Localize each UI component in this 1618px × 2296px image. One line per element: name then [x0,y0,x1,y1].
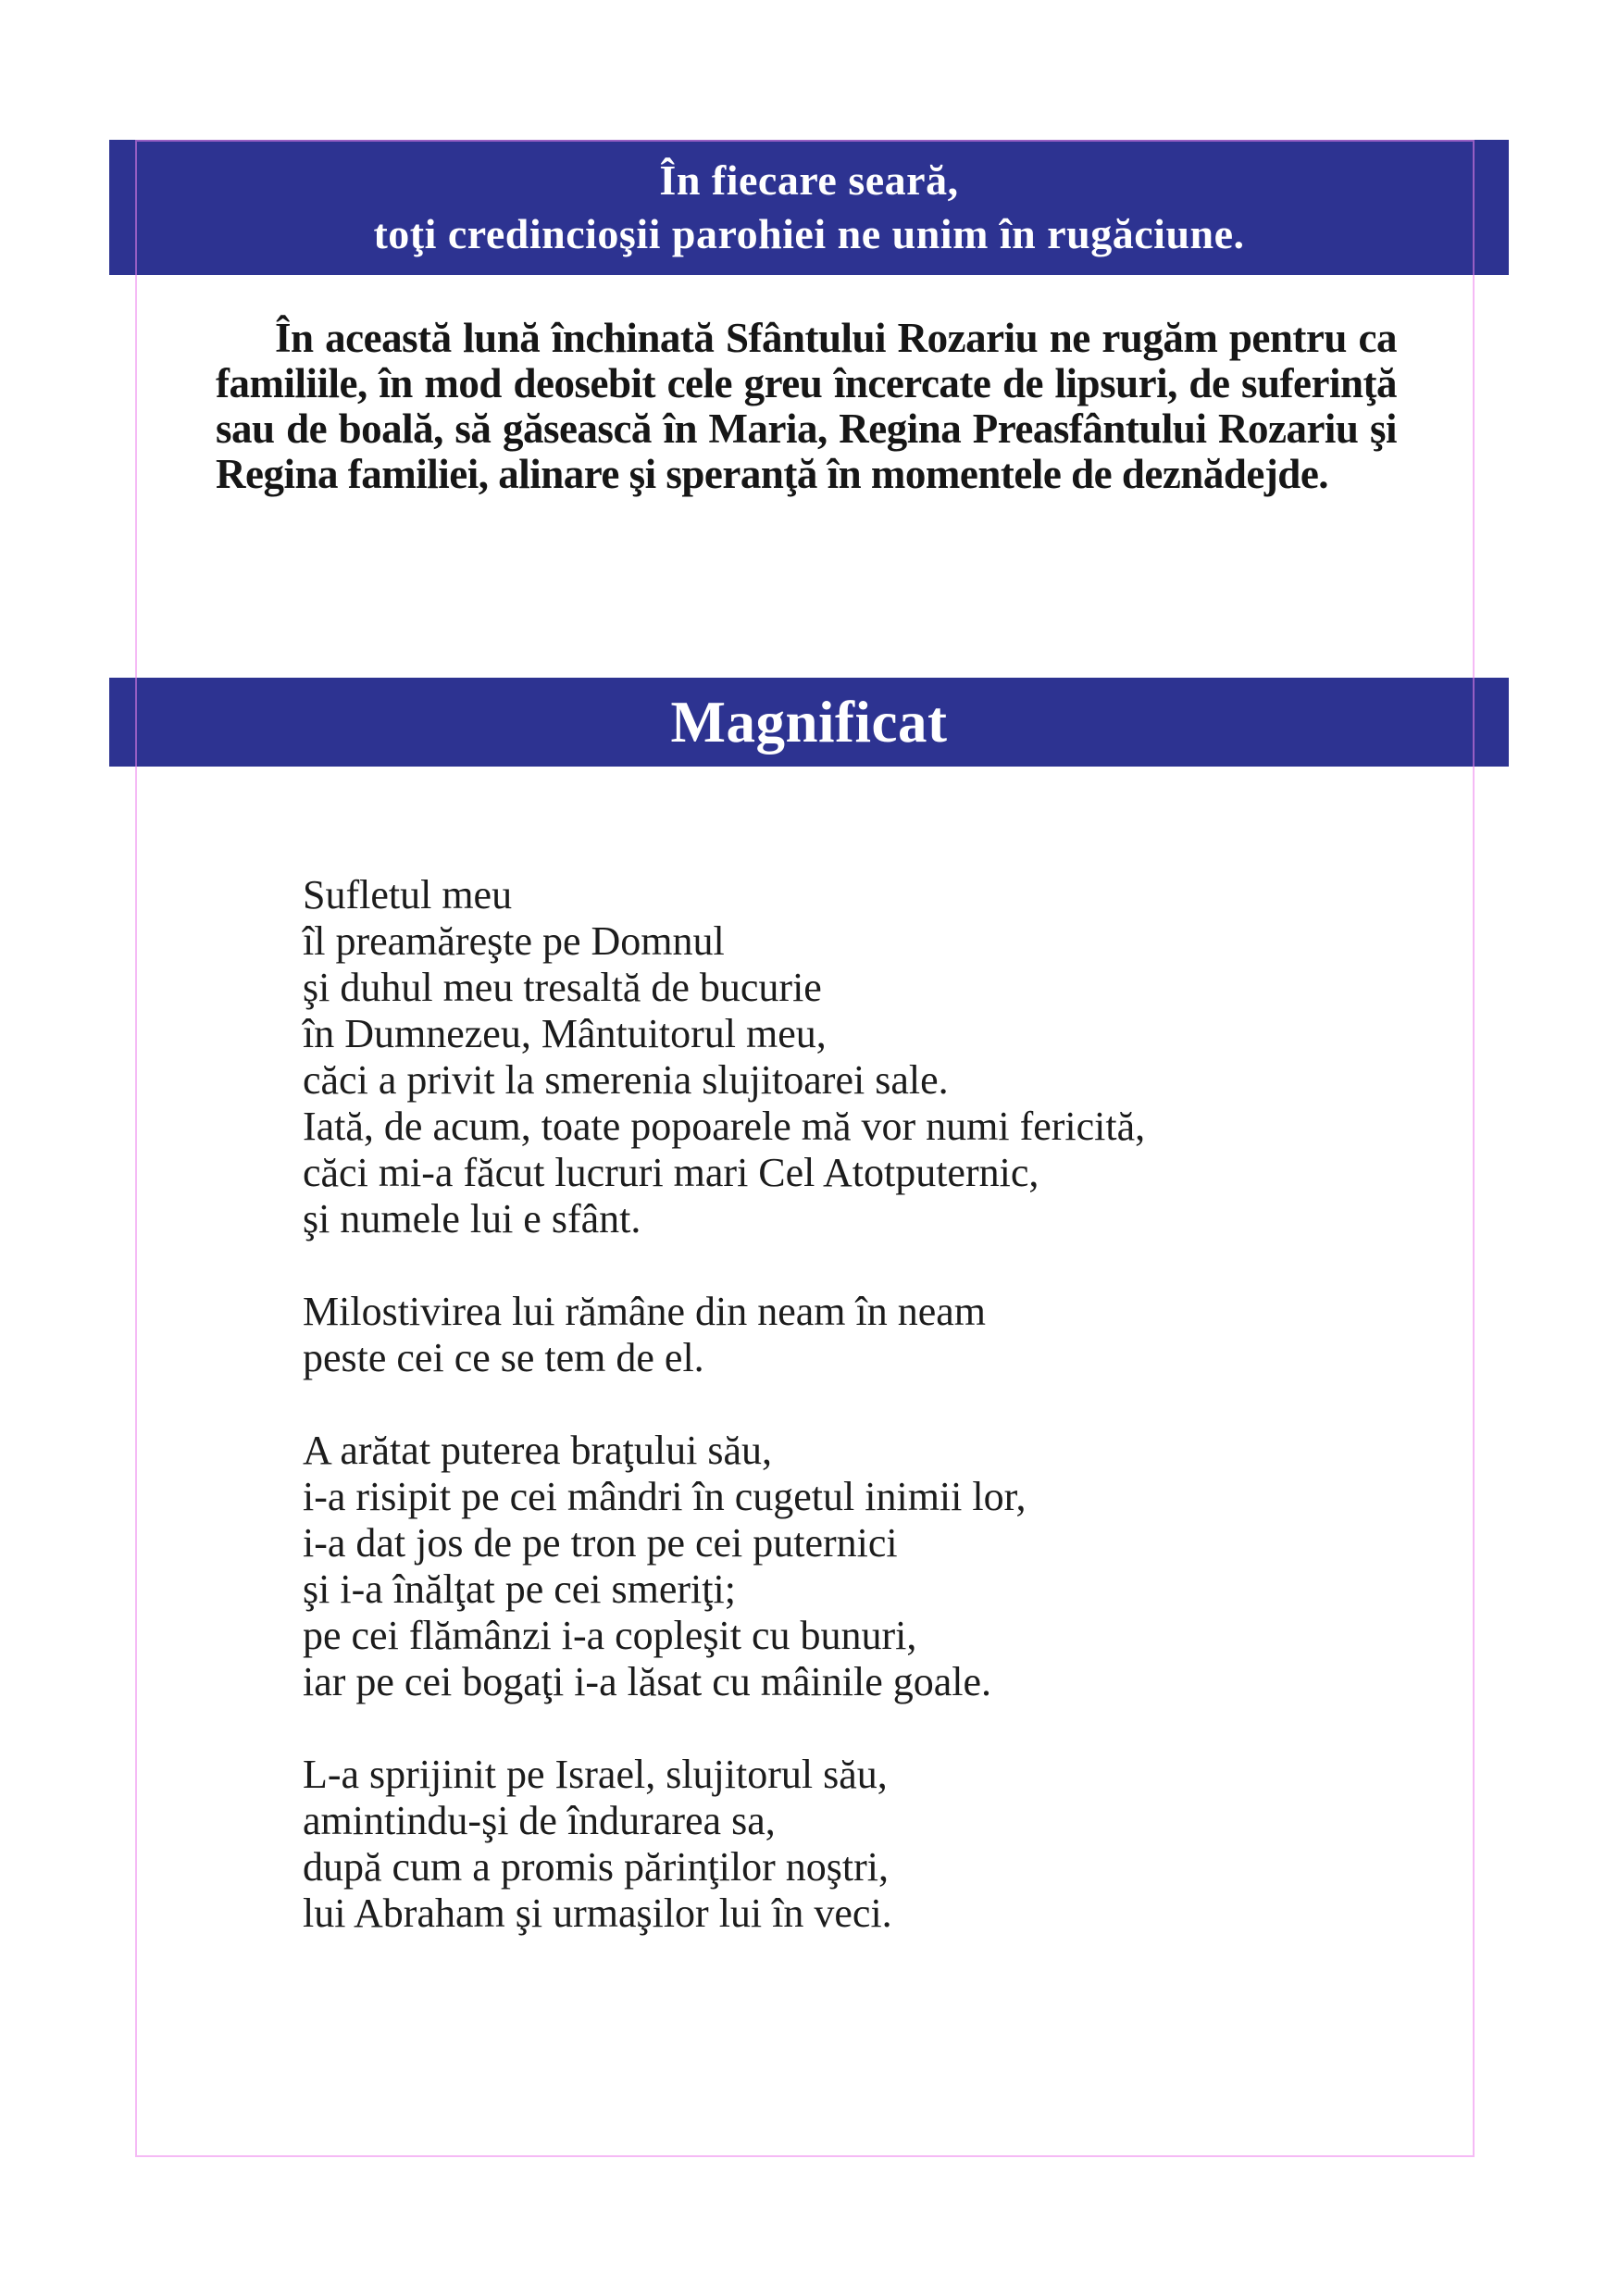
poem-stanza [303,1752,1413,1937]
poem-line: căci a privit la smerenia slujitoarei sale. [303,1057,949,1103]
magnificat-title: Magnificat [670,689,948,755]
poem-line: i-a risipit pe cei mândri în cugetul inimii lor, [303,1474,1027,1519]
poem-line: lui Abraham şi urmaşilor lui în veci. [303,1890,892,1936]
poem-line: şi duhul meu tresaltă de bucurie [303,965,822,1010]
poem-line: A arătat puterea braţului său, [303,1428,773,1473]
poem-line: căci mi-a făcut lucruri mari Cel Atotputernic, [303,1150,1039,1195]
poem-line: iar pe cei bogaţi i-a lăsat cu mâinile goale. [303,1659,992,1704]
poem-line: şi i-a înălţat pe cei smeriţi; [303,1566,736,1612]
poem-stanza [303,872,1413,1242]
magnificat-banner [109,678,1509,767]
poem-line: amintindu-şi de îndurarea sa, [303,1798,776,1843]
intro-paragraph: În această lună închinată Sfântului Rozariu ne rugăm pentru ca familiile, în mod deosebit cele greu încercate de lipsuri, de suferinţă sau de boală, să găsească în Maria, Regina Preasfântului Rozariu şi Regina familiei, alinare şi speranţă în momentele de deznădejde. [216,315,1397,497]
poem-line: L-a sprijinit pe Israel, slujitorul său, [303,1752,888,1797]
header-line-2: toţi credincioşii parohiei ne unim în rugăciune. [373,210,1245,257]
header-line-1: În fiecare seară, [659,156,959,204]
header-banner [109,140,1509,275]
magnificat-poem [303,872,1413,1983]
poem-line: peste cei ce se tem de el. [303,1335,704,1380]
poem-line: îl preamăreşte pe Domnul [303,918,725,964]
poem-line: pe cei flămânzi i-a copleşit cu bunuri, [303,1613,917,1658]
poem-stanza [303,1289,1413,1381]
poem-stanza [303,1428,1413,1705]
poem-line: în Dumnezeu, Mântuitorul meu, [303,1011,827,1056]
poem-line: Milostivirea lui rămâne din neam în neam [303,1289,987,1334]
poem-line: şi numele lui e sfânt. [303,1196,641,1242]
poem-line: Iată, de acum, toate popoarele mă vor numi fericită, [303,1104,1146,1149]
poem-line: i-a dat jos de pe tron pe cei puternici [303,1520,898,1566]
poem-line: după cum a promis părinţilor noştri, [303,1844,889,1890]
poem-line: Sufletul meu [303,872,513,917]
